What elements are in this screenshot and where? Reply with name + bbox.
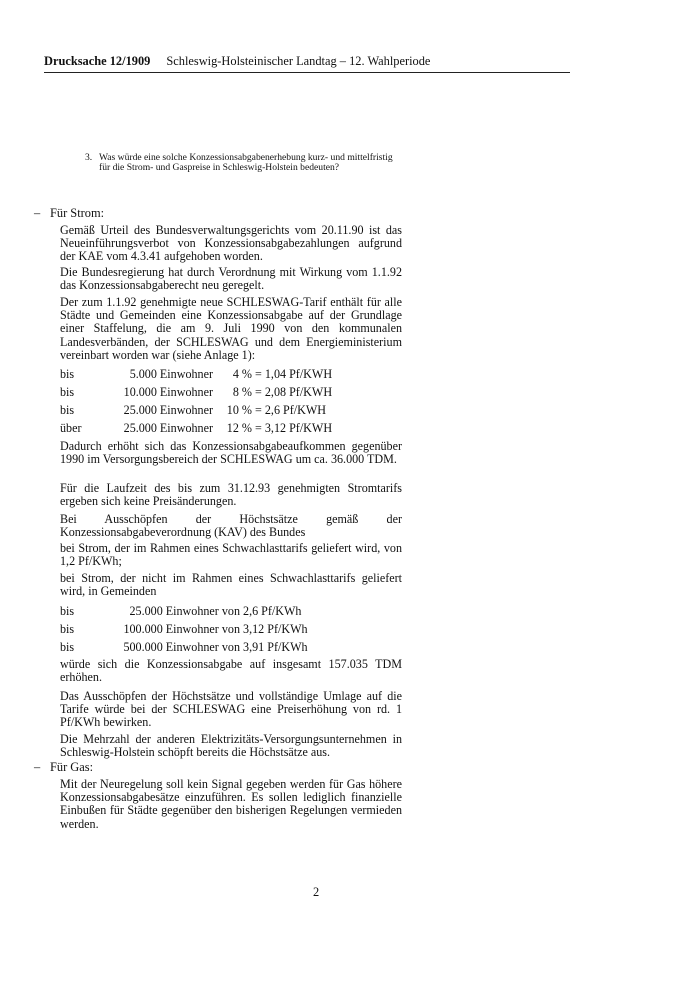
tarif-row: bis 25.000 Einwohner 10 % = 2,6 Pf/KWH bbox=[60, 403, 327, 417]
page-header bbox=[44, 54, 570, 69]
gemeinden-row: bis 25.000 Einwohner von 2,6 Pf/KWh bbox=[60, 604, 302, 618]
paragraph: Dadurch erhöht sich das Konzessionsabgabeaufkommen gegenüber 1990 im Versorgungsbereich der SCHLESWAG um ca. 36.000 TDM. bbox=[60, 439, 402, 467]
paragraph: Für die Laufzeit des bis zum 31.12.93 genehmigten Stromtarifs ergeben sich keine Preisänderungen. bbox=[60, 481, 402, 509]
paragraph: Bei Ausschöpfen der Höchstsätze gemäß der Konzessionsabgabeverordnung (KAV) des Bundes bbox=[60, 512, 402, 540]
page-number: 2 bbox=[313, 885, 320, 899]
question-number: 3. bbox=[85, 152, 93, 163]
question-text: Was würde eine solche Konzessionsabgabenerhebung kurz- und mittelfristig für die Strom- und Gaspreise in Schleswig-Holstein bedeuten? bbox=[99, 152, 393, 174]
paragraph: würde sich die Konzessionsabgabe auf insgesamt 157.035 TDM erhöhen. bbox=[60, 657, 402, 685]
section-label: Für Gas: bbox=[50, 760, 94, 774]
parliament-subtitle: Schleswig-Holsteinischer Landtag – 12. Wahlperiode bbox=[166, 54, 431, 68]
section-strom-heading bbox=[34, 206, 104, 221]
paragraph: Gemäß Urteil des Bundesverwaltungsgerichts vom 20.11.90 ist das Neueinführungsverbot von Konzessionsabgabezahlungen aufgrund der KAE vom 4.3.41 aufgehoben worden. bbox=[60, 223, 402, 264]
paragraph: Mit der Neuregelung soll kein Signal gegeben werden für Gas höhere Konzessionsabgabesätze einzuführen. Es sollen lediglich finanzielle Einbußen für Städte gegenüber den bisherigen Regelungen vermieden werden. bbox=[60, 777, 402, 831]
section-dash: – bbox=[34, 760, 41, 774]
section-gas-heading bbox=[34, 760, 93, 775]
paragraph: Die Bundesregierung hat durch Verordnung mit Wirkung vom 1.1.92 das Konzessionsabgaberecht neu geregelt. bbox=[60, 265, 402, 293]
paragraph: bei Strom, der im Rahmen eines Schwachlasttarifs geliefert wird, von 1,2 Pf/KWh; bbox=[60, 541, 402, 569]
tarif-row: bis 5.000 Einwohner 4 % = 1,04 Pf/KWH bbox=[60, 367, 333, 381]
drucksache-number: Drucksache 12/1909 bbox=[44, 54, 151, 68]
section-label: Für Strom: bbox=[50, 206, 105, 220]
paragraph: Der zum 1.1.92 genehmigte neue SCHLESWAG-Tarif enthält für alle Städte und Gemeinden eine Konzessionsabgabe auf der Grundlage einer Staffelung, die am 9. Juli 1990 von den kommunalen Landesverbänden, der SCHLESWAG und dem Energieministerium vereinbart worden war (siehe Anlage 1): bbox=[60, 295, 402, 362]
gemeinden-row: bis 500.000 Einwohner von 3,91 Pf/KWh bbox=[60, 640, 308, 654]
question-3 bbox=[85, 153, 403, 174]
paragraph: Die Mehrzahl der anderen Elektrizitäts-Versorgungsunternehmen in Schleswig-Holstein schöpft bereits die Höchstsätze aus. bbox=[60, 732, 402, 760]
header-rule bbox=[44, 72, 570, 73]
paragraph: bei Strom, der nicht im Rahmen eines Schwachlasttarifs geliefert wird, in Gemeinden bbox=[60, 571, 402, 599]
tarif-row: bis 10.000 Einwohner 8 % = 2,08 Pf/KWH bbox=[60, 385, 333, 399]
paragraph: Das Ausschöpfen der Höchstsätze und vollständige Umlage auf die Tarife würde bei der SCHLESWAG eine Preiserhöhung von rd. 1 Pf/KWh bewirken. bbox=[60, 689, 402, 730]
section-dash: – bbox=[34, 206, 41, 220]
tarif-row: über 25.000 Einwohner 12 % = 3,12 Pf/KWH bbox=[60, 421, 333, 435]
gemeinden-row: bis 100.000 Einwohner von 3,12 Pf/KWh bbox=[60, 622, 308, 636]
